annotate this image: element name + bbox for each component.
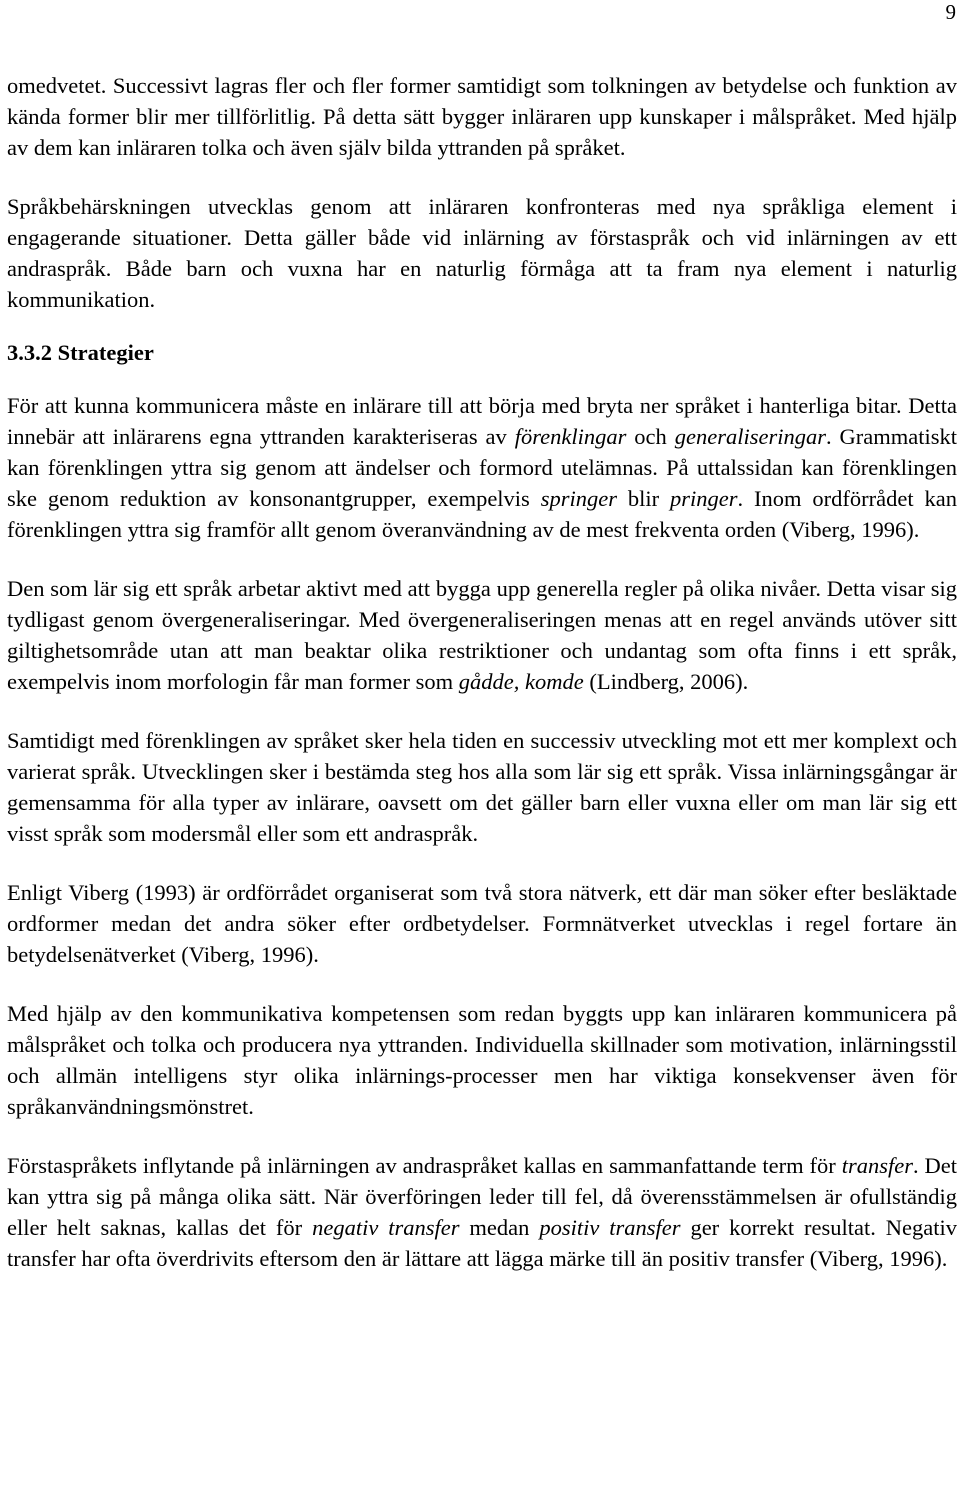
italic-term: generaliseringar: [674, 424, 826, 449]
paragraph-2: Språkbehärskningen utvecklas genom att inläraren konfronteras med nya språkliga element i engagerande situationer. Detta gäller både vid inlärning av förstaspråk och vid inlärningen av ett andraspråk. Både barn och vuxna har en naturlig förmåga att ta fram nya element i naturlig kommunikation.: [7, 194, 957, 312]
paragraph-8-text: Förstaspråkets inflytande på inlärningen av andraspråket kallas en sammanfattande term för: [7, 1153, 842, 1178]
paragraph-3-text: blir: [616, 486, 671, 511]
paragraph-8-text: . Det kan yttra sig på många olika sätt. När överföringen leder till fel, då överensstämmelsen är ofullständig eller helt saknas, kallas det för: [7, 1153, 957, 1240]
page-number: 9: [945, 0, 956, 24]
italic-example: springer: [540, 486, 617, 511]
italic-example: pringer: [670, 486, 738, 511]
paragraph-8-text: medan: [459, 1215, 540, 1240]
paragraph-3-text: För att kunna kommunicera måste en inlärare till att börja med bryta ner språket i hanterliga bitar. Detta innebär att inlärarens egna yttranden karakteriseras av: [7, 393, 957, 449]
italic-term: transfer: [841, 1153, 913, 1178]
paragraph-3-text: . Grammatiskt kan förenklingen yttra sig genom att ändelser och formord utelämnas. På uttalssidan kan förenklingen ske genom reduktion av konsonantgrupper, exempelvis: [7, 424, 957, 511]
italic-example: gådde, komde: [458, 669, 584, 694]
paragraph-3-text: och: [626, 424, 675, 449]
paragraph-8: [7, 1150, 957, 1274]
paragraph-4: [7, 573, 957, 697]
paragraph-8-text: ger korrekt resultat. Negativ transfer har ofta överdrivits eftersom den är lättare att lägga märke till än positiv transfer (Viberg, 1996).: [7, 1215, 957, 1271]
paragraph-4-text: (Lindberg, 2006).: [583, 669, 749, 694]
paragraph-6: Enligt Viberg (1993) är ordförrådet organiserat som två stora nätverk, ett där man söker efter besläktade ordformer medan det andra söker efter ordbetydelser. Formnätverket utvecklas i regel fortare än betydelsenätverket (Viberg, 1996).: [7, 880, 957, 967]
paragraph-7: Med hjälp av den kommunikativa kompetensen som redan byggts upp kan inläraren kommunicera på målspråket och tolka och producera nya yttranden. Individuella skillnader som motivation, inlärningsstil och allmän intelligens styr olika inlärnings-processer men har viktiga konsekvenser även för språkanvändningsmönstret.: [7, 1001, 957, 1119]
paragraph-4-text: Den som lär sig ett språk arbetar aktivt med att bygga upp generella regler på olika nivåer. Detta visar sig tydligast genom övergeneraliseringar. Med övergeneraliseringen menas att en regel används utöver sitt giltighetsområde utan att man beaktar olika restriktioner och undantag som ofta finns i ett språk, exempelvis inom morfologin får man former som: [7, 576, 957, 694]
paragraph-3-text: . Inom ordförrådet kan förenklingen yttra sig framför allt genom överanvändning av de mest frekventa orden (Viberg, 1996).: [7, 486, 957, 542]
section-heading: 3.3.2 Strategier: [7, 340, 154, 365]
italic-term: förenklingar: [514, 424, 627, 449]
paragraph-3: [7, 390, 957, 545]
document-body: [7, 70, 957, 1302]
italic-term: negativ transfer: [312, 1215, 460, 1240]
paragraph-5: Samtidigt med förenklingen av språket sker hela tiden en successiv utveckling mot ett mer komplext och varierat språk. Utvecklingen sker i bestämda steg hos alla som lär sig ett språk. Vissa inlärningsgångar är gemensamma för alla typer av inlärare, oavsett om det gäller barn eller vuxna eller om man lär sig ett visst språk som modersmål eller som ett andraspråk.: [7, 728, 957, 846]
paragraph-1: omedvetet. Successivt lagras fler och fler former samtidigt som tolkningen av betydelse och funktion av kända former blir mer tillförlitlig. På detta sätt bygger inläraren upp kunskaper i målspråket. Med hjälp av dem kan inläraren tolka och även själv bilda yttranden på språket.: [7, 73, 957, 160]
italic-term: positiv transfer: [539, 1215, 681, 1240]
